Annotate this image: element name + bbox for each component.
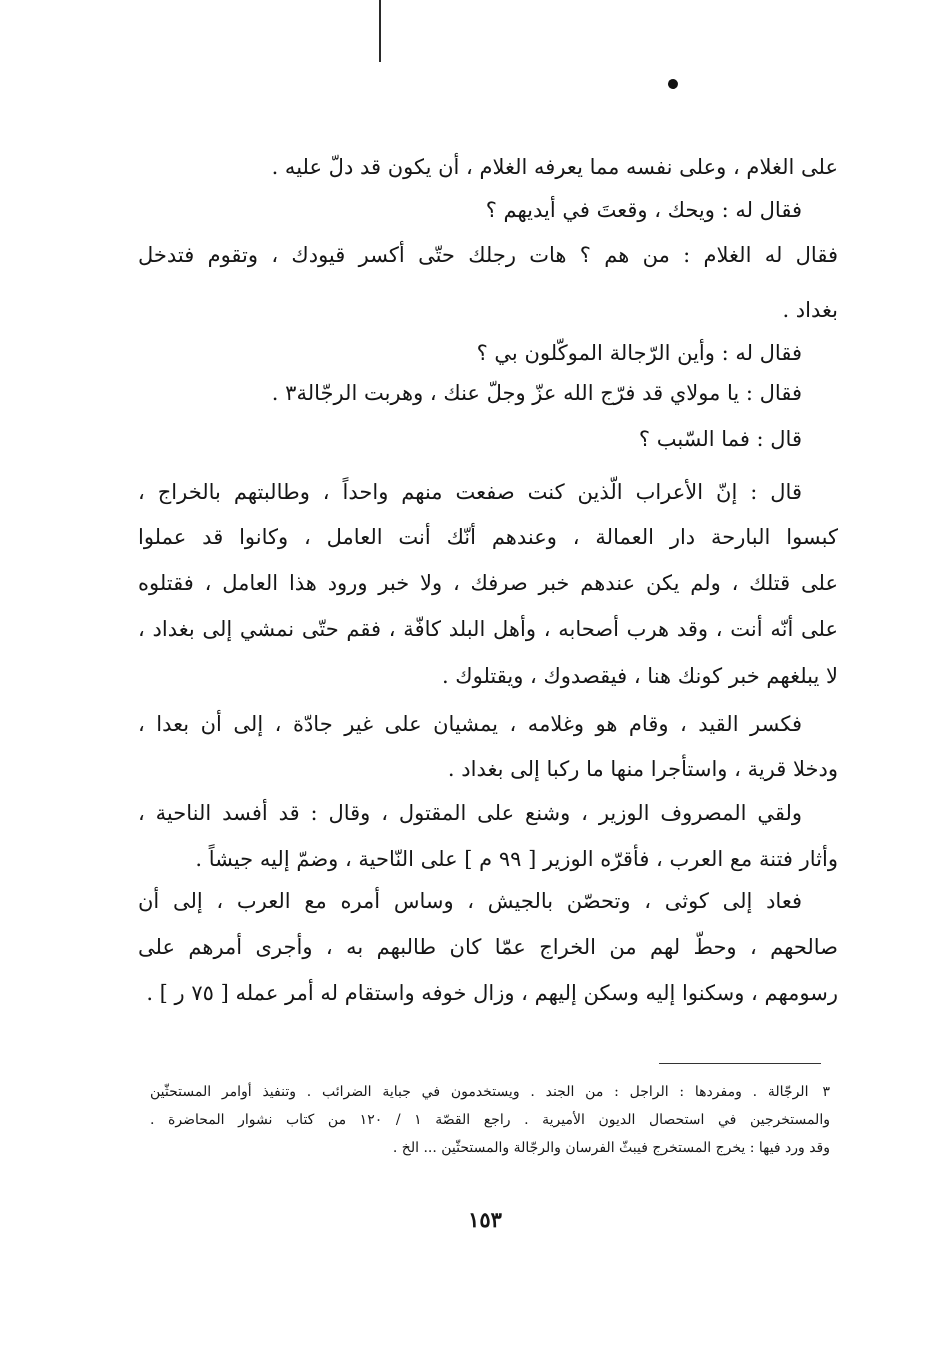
footnote-line-1 — [150, 1080, 830, 1104]
text-line-19: رسومهم ، وسكنوا إليه وسكن إليهم ، وزال خوفه واستقام له أمر عمله [ ٧٥ ر ] . — [146, 981, 838, 1005]
text-line-13: فكسر القيد ، وقام هو وغلامه ، يمشيان على غير جادّة ، إلى أن بعدا ، — [138, 712, 802, 736]
text-line-4: بغداد . — [782, 298, 838, 322]
text-line-18: صالحهم ، وحطّ لهم من الخراج عمّا كان طالبهم به ، وأجرى أمرهم على — [138, 935, 838, 959]
footnote-number: ٣ — [822, 1084, 830, 1100]
page-gutter-line — [379, 0, 381, 62]
footnote-line-2: والمستخرجين في استحصال الديون الأميرية . راجع القصّة ١ / ١٢٠ من كتاب نشوار المحاضرة . — [150, 1112, 830, 1128]
text-line-15: ولقي المصروف الوزير ، وشنع على المقتول ، وقال : قد أفسد الناحية ، — [138, 801, 802, 825]
text-line-6: فقال : يا مولاي قد فرّج الله عزّ وجلّ عنك ، وهربت الرجّالة٣ . — [271, 381, 802, 405]
text-line-10: على قتلك ، ولم يكن عندهم خبر صرفك ، ولا خبر ورود هذا العامل ، فقتلوه — [138, 571, 838, 595]
text-line-12: لا يبلغهم خبر كونك هنا ، فيقصدوك ، ويقتلوك . — [441, 664, 838, 688]
text-line-14: ودخلا قرية ، واستأجرا منها ما ركبا إلى بغداد . — [447, 757, 838, 781]
page-number: ١٥٣ — [468, 1207, 502, 1232]
footnote-text-1: الرجّالة . ومفردها : الراجل : من الجند . ويستخدمون في جباية الضرائب . وتنفيذ أوامر المستحثّين — [150, 1084, 809, 1100]
text-line-7: قال : فما السّبب ؟ — [638, 427, 802, 451]
text-line-8: قال : إنّ الأعراب الّذين كنت صفعت منهم واحداً ، وطالبتهم بالخراج ، — [138, 480, 802, 504]
text-line-11: على أنّه أنت ، وقد هرب أصحابه ، وأهل البلد كافّة ، فقم حتّى نمشي إلى بغداد ، — [138, 617, 838, 641]
footnote-line-3: وقد ورد فيها : يخرج المستخرج فيبثّ الفرسان والرجّالة والمستحثّين ... الخ . — [392, 1140, 830, 1156]
text-line-17: فعاد إلى كوثى ، وتحصّن بالجيش ، وساس أمره مع العرب ، إلى أن — [138, 889, 802, 913]
ink-blot — [667, 78, 680, 91]
footnote-separator — [659, 1063, 821, 1064]
text-line-9: كبسوا البارحة دار العمالة ، وعندهم أنّك أنت العامل ، وكانوا قد عملوا — [138, 525, 838, 549]
text-line-3: فقال له الغلام : من هم ؟ هات رجلك حتّى أكسر قيودك ، وتقوم فتدخل — [138, 243, 838, 267]
text-line-2: فقال له : ويحك ، وقعتَ في أيديهم ؟ — [485, 198, 802, 222]
text-line-5: فقال له : وأين الرّجالة الموكّلون بي ؟ — [476, 341, 802, 365]
text-line-1: على الغلام ، وعلى نفسه مما يعرفه الغلام ، أن يكون قد دلّ عليه . — [271, 155, 838, 179]
text-line-16: وأثار فتنة مع العرب ، فأقرّه الوزير [ ٩٩ م ] على النّاحية ، وضمّ إليه جيشاً . — [195, 847, 838, 871]
